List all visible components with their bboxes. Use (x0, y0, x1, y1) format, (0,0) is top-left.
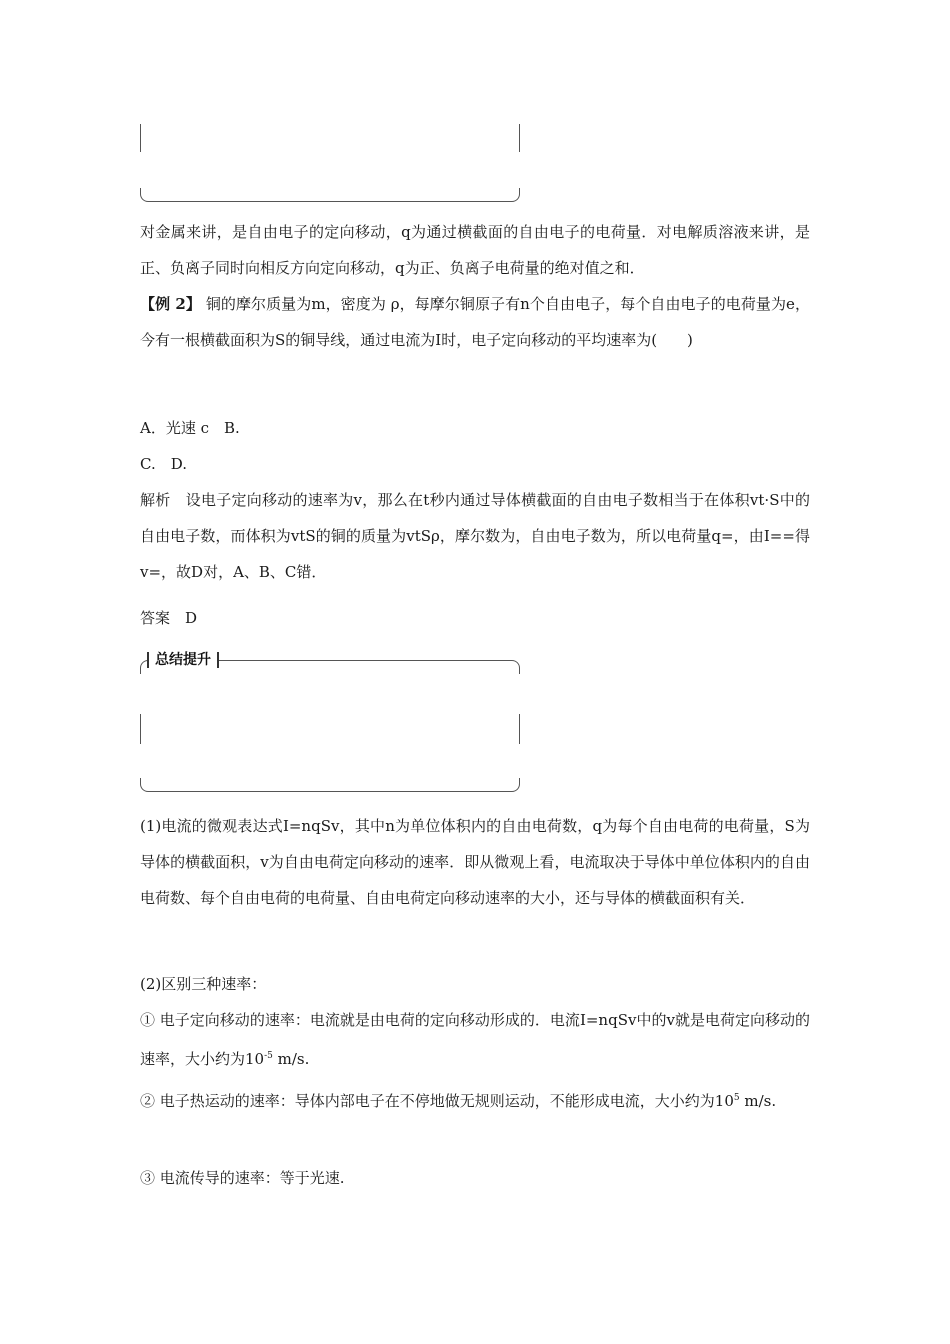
frame-bottom-edge (140, 188, 520, 202)
summary-point-4 (140, 1080, 810, 1119)
analysis-paragraph: 解析 设电子定向移动的速率为v，那么在t秒内通过导体横截面的自由电子数相当于在体积vt·S中的自由电子数，而体积为vtS的铜的质量为vtSρ，摩尔数为，自由电子数为，所以电荷量q=，由I==得v=，故D对，A、B、C错． (140, 491, 810, 581)
frame-left-line (140, 124, 141, 152)
summary-point-3-text: ① 电子定向移动的速率：电流就是由电荷的定向移动形成的．电流I=nqSv中的v就是电荷定向移动的速率，大小约为10 (140, 1011, 810, 1068)
example-label: 【例 2】 (140, 295, 201, 313)
summary-frame (140, 652, 520, 800)
example-2 (140, 286, 810, 358)
summary-point-2: (2)区别三种速率： (140, 975, 267, 993)
paragraph-metal-current: 对金属来讲，是自由电子的定向移动，q为通过横截面的自由电子的电荷量．对电解质溶液来讲，是正、负离子同时向相反方向定向移动，q为正、负离子电荷量的绝对值之和． (140, 223, 810, 277)
summary-title: 总结提升 (147, 652, 219, 668)
exponent: -5 (264, 1051, 273, 1061)
summary-point-4-text: ② 电子热运动的速率：导体内部电子在不停地做无规则运动，不能形成电流，大小约为10 (140, 1092, 734, 1110)
example-text: 铜的摩尔质量为m，密度为 ρ，每摩尔铜原子有n个自由电子，每个自由电子的电荷量为e，今有一根横截面积为S的铜导线，通过电流为I时，电子定向移动的平均速率为( ) (140, 295, 810, 349)
unit: m/s. (272, 1050, 310, 1068)
frame-right-line (519, 124, 520, 152)
exponent: 5 (733, 1093, 740, 1103)
summary-point-5: ③ 电流传导的速率：等于光速. (140, 1169, 345, 1187)
summary-point-3 (140, 1002, 810, 1077)
option-a-b: A．光速 c B. (140, 419, 240, 437)
frame-left-line (140, 714, 141, 744)
option-c-d: C. D. (140, 455, 187, 473)
summary-point-1: (1)电流的微观表达式I=nqSv，其中n为单位体积内的自由电荷数，q为每个自由电荷的电荷量，S为导体的横截面积，v为自由电荷定向移动的速率．即从微观上看，电流取决于导体中单位体积内的自由电荷数、每个自由电荷的电荷量、自由电荷定向移动速率的大小，还与导体的横截面积有关． (140, 817, 810, 907)
answer-line: 答案 D (140, 609, 198, 627)
unit: m/s. (739, 1092, 777, 1110)
top-note-frame (140, 124, 520, 208)
frame-bottom-edge (140, 778, 520, 792)
frame-right-line (519, 714, 520, 744)
